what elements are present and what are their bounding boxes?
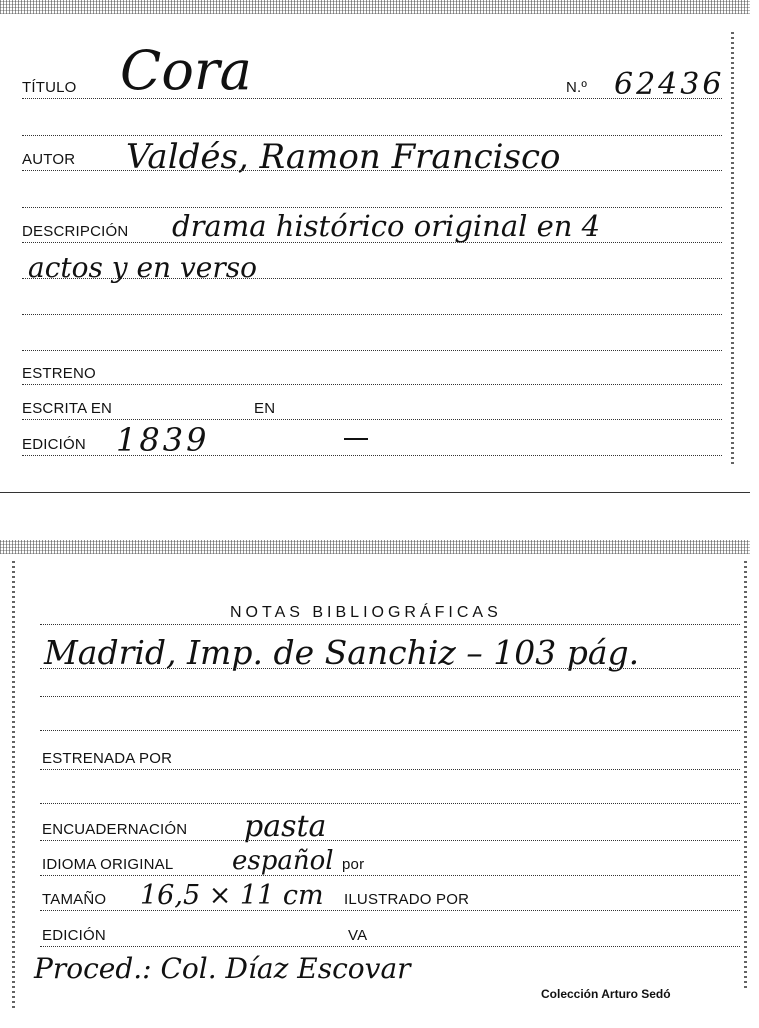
card-border-left	[12, 560, 15, 1008]
torn-edge	[0, 0, 750, 14]
edicion-value: 1839	[116, 421, 210, 459]
numero-value: 62436	[614, 67, 725, 102]
torn-edge	[0, 540, 750, 554]
edicion-label: EDICIÓN	[22, 436, 86, 453]
descripcion-value-line1: drama histórico original en 4	[172, 209, 601, 243]
por-label: por	[342, 856, 365, 873]
numero-label: N.º	[566, 79, 588, 96]
card-border-right	[731, 30, 734, 464]
descripcion-value-line2: actos y en verso	[28, 251, 257, 284]
dash-mark	[344, 438, 368, 440]
descripcion-label: DESCRIPCIÓN	[22, 223, 129, 240]
card-border-right	[744, 560, 747, 988]
card-separator	[0, 492, 750, 493]
encuadernacion-value: pasta	[244, 809, 327, 844]
ilustrado-por-label: ILUSTRADO POR	[344, 891, 470, 908]
edicion-label: EDICIÓN	[42, 927, 106, 944]
notas-value: Madrid, Imp. de Sanchiz – 103 pág.	[44, 633, 640, 672]
catalog-card-bottom	[0, 540, 750, 1028]
tamano-label: TAMAÑO	[42, 891, 107, 908]
estreno-label: ESTRENO	[22, 365, 96, 382]
autor-label: AUTOR	[22, 151, 76, 168]
va-label: VA	[348, 927, 368, 944]
notas-bibliograficas-title: NOTAS BIBLIOGRÁFICAS	[230, 604, 502, 621]
estrenada-por-label: ESTRENADA POR	[42, 750, 173, 767]
idioma-value: español	[232, 846, 334, 876]
encuadernacion-label: ENCUADERNACIÓN	[42, 821, 188, 838]
idioma-original-label: IDIOMA ORIGINAL	[42, 856, 174, 873]
tamano-value: 16,5 × 11 cm	[140, 880, 324, 911]
escrita-en-label: ESCRITA EN	[22, 400, 113, 417]
autor-value: Valdés, Ramon Francisco	[126, 137, 561, 177]
procedencia-value: Proced.: Col. Díaz Escovar	[34, 952, 411, 985]
catalog-card-top	[0, 0, 750, 492]
titulo-label: TÍTULO	[22, 79, 77, 96]
en-label: EN	[254, 400, 276, 417]
coleccion-credit: Colección Arturo Sedó	[541, 987, 671, 1001]
titulo-value: Cora	[120, 39, 252, 102]
